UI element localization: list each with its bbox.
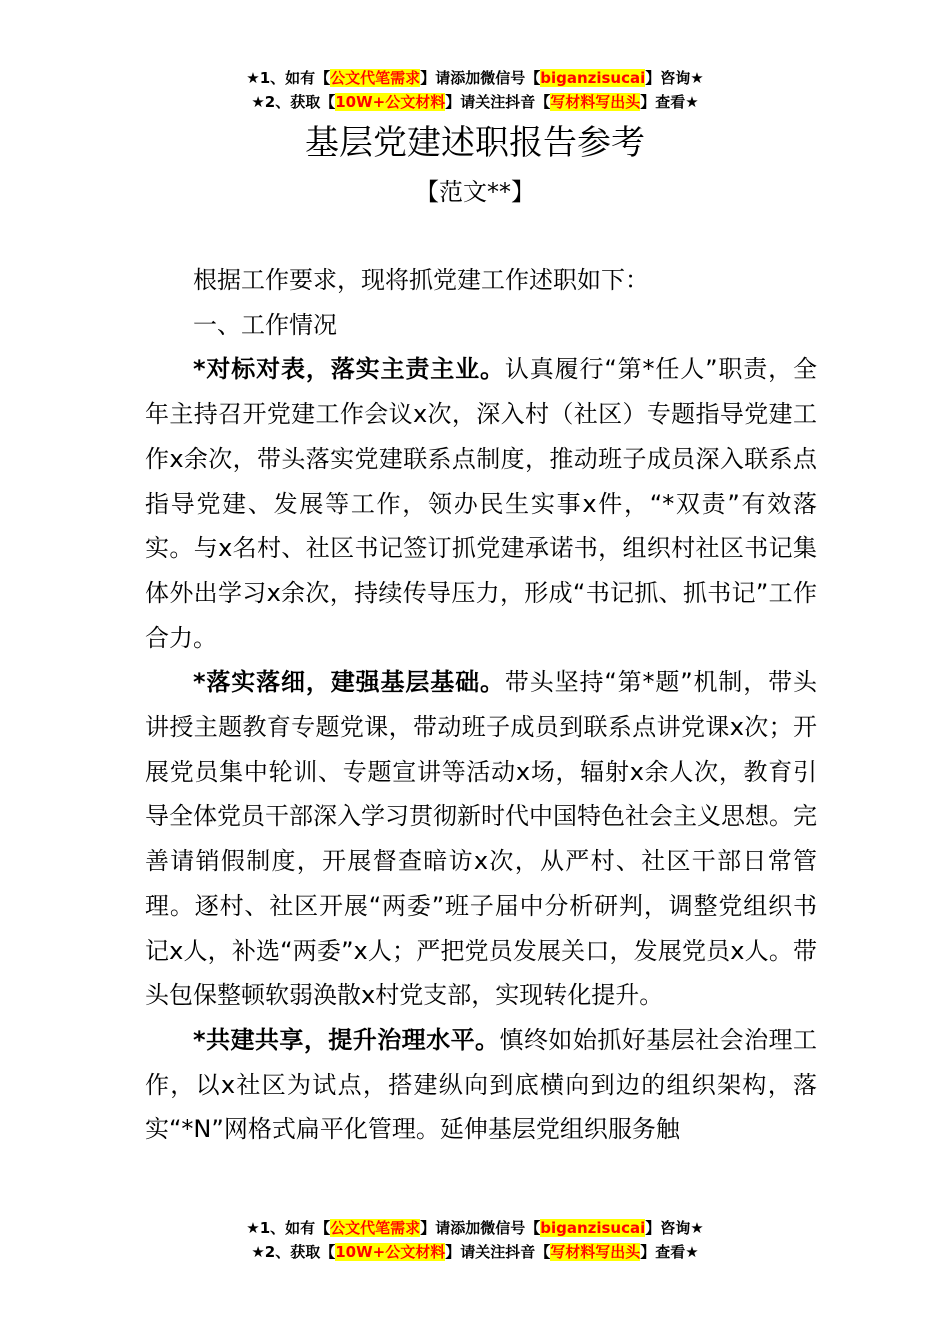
promo-text: 】查看★: [640, 93, 699, 111]
body-paragraph-2: [145, 660, 817, 1018]
promo-highlight: 10W+公文材料: [335, 1243, 446, 1261]
promo-text: ★1、如有【: [246, 1219, 331, 1237]
body-paragraph-1: [145, 347, 817, 660]
promo-text: 】咨询★: [645, 69, 704, 87]
intro-paragraph: 根据工作要求，现将抓党建工作述职如下：: [193, 266, 649, 294]
document-subtitle: 【范文**】: [415, 178, 535, 206]
promo-highlight: biganzisucai: [540, 69, 646, 87]
promo-highlight: 公文代笔需求: [330, 69, 421, 87]
promo-text: 】咨询★: [645, 1219, 704, 1237]
promo-text: 】请关注抖音【: [445, 1243, 551, 1261]
promo-highlight: 写材料写出头: [550, 1243, 641, 1261]
promo-text: 】请添加微信号【: [420, 69, 541, 87]
promo-banner-top: [0, 66, 950, 114]
document-title: 基层党建述职报告参考: [305, 123, 645, 163]
promo-line-2: [0, 90, 950, 114]
promo-highlight: 写材料写出头: [550, 93, 641, 111]
paragraph-text: 慎终如始抓好基层社会治理工作，以x社区为试点，搭建纵向到底横向到边的组织架构，落实“*N”网格式扁平化管理。延伸基层党组织服务触: [145, 1025, 817, 1144]
promo-highlight: 10W+公文材料: [335, 93, 446, 111]
promo-text: ★2、获取【: [251, 1243, 336, 1261]
section-heading: 一、工作情况: [193, 310, 337, 339]
promo-line-1: [0, 66, 950, 90]
promo-highlight: biganzisucai: [540, 1219, 646, 1237]
paragraph-lead: *落实落细，建强基层基础。: [193, 668, 505, 697]
promo-highlight: 公文代笔需求: [330, 1219, 421, 1237]
promo-text: 】查看★: [640, 1243, 699, 1261]
promo-text: ★2、获取【: [251, 93, 336, 111]
document-body: [145, 258, 817, 1152]
promo-line-2: [0, 1240, 950, 1264]
paragraph-lead: *共建共享，提升治理水平。: [193, 1025, 500, 1054]
paragraph-text: 认真履行“第*任人”职责，全年主持召开党建工作会议x次，深入村（社区）专题指导党建工作x余次，带头落实党建联系点制度，推动班子成员深入联系点指导党建、发展等工作，领办民生实事x件，“*双责”有效落实。与x名村、社区书记签订抓党建承诺书，组织村社区书记集体外出学习x余次，持续传导压力，形成“书记抓、抓书记”工作合力。: [145, 355, 817, 652]
promo-line-1: [0, 1216, 950, 1240]
paragraph-text: 带头坚持“第*题”机制，带头讲授主题教育专题党课，带动班子成员到联系点讲党课x次；开展党员集中轮训、专题宣讲等活动x场，辐射x余人次，教育引导全体党员干部深入学习贯彻新时代中国特色社会主义思想。完善请销假制度，开展督查暗访x次，从严村、社区干部日常管理。逐村、社区开展“两委”班子届中分析研判，调整党组织书记x人，补选“两委”x人；严把党员发展关口，发展党员x人。带头包保整顿软弱涣散x村党支部，实现转化提升。: [145, 668, 817, 1010]
paragraph-lead: *对标对表，落实主责主业。: [193, 355, 505, 384]
promo-text: ★1、如有【: [246, 69, 331, 87]
promo-text: 】请添加微信号【: [420, 1219, 541, 1237]
promo-text: 】请关注抖音【: [445, 93, 551, 111]
body-paragraph-3: [145, 1018, 817, 1152]
promo-banner-bottom: [0, 1216, 950, 1264]
